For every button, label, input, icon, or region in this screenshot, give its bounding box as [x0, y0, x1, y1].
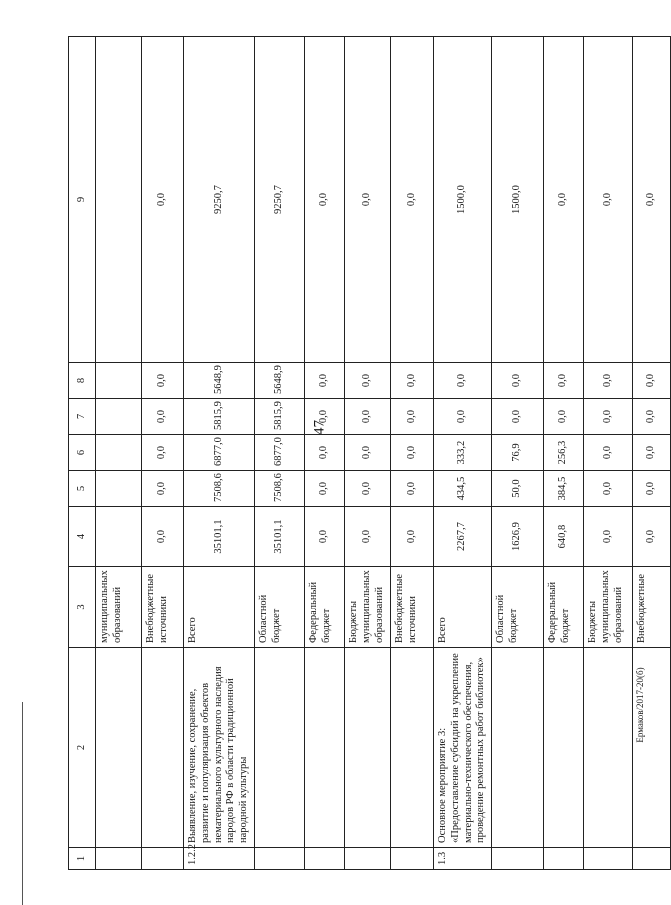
- row-value: 0,0: [584, 507, 633, 567]
- row-value: 0,0: [304, 399, 344, 435]
- row-value: 0,0: [633, 37, 671, 363]
- row-value: 0,0: [584, 37, 633, 363]
- row-value: 0,0: [390, 471, 433, 507]
- header-cell: 1: [69, 848, 96, 870]
- row-value: 0,0: [492, 363, 544, 399]
- row-value: 0,0: [142, 37, 184, 363]
- row-value: 1626,9: [492, 507, 544, 567]
- table-body: [69, 37, 671, 870]
- row-value: [96, 471, 142, 507]
- row-value: 0,0: [304, 471, 344, 507]
- row-value: 35101,1: [184, 507, 255, 567]
- row-name: [492, 648, 544, 848]
- table-row: [96, 37, 142, 870]
- row-value: [96, 399, 142, 435]
- row-name: [544, 648, 584, 848]
- row-value: 333,2: [433, 435, 491, 471]
- row-value: 1500,0: [433, 37, 491, 363]
- row-source: Внебюджетные: [633, 567, 671, 648]
- row-value: 0,0: [142, 363, 184, 399]
- row-value: 5648,9: [254, 363, 304, 399]
- row-name: Основное мероприятие 3: «Предоставление субсидий на укрепление материально-технического обеспечения, проведение ремонтных работ библиотек»: [433, 648, 491, 848]
- row-code: 1.2.2: [184, 848, 255, 870]
- row-code: [254, 848, 304, 870]
- row-value: 0,0: [433, 363, 491, 399]
- row-value: 0,0: [304, 37, 344, 363]
- row-value: 0,0: [344, 363, 390, 399]
- row-value: 0,0: [142, 435, 184, 471]
- row-value: 6877,0: [254, 435, 304, 471]
- row-code: [492, 848, 544, 870]
- row-value: 0,0: [390, 37, 433, 363]
- row-code: [142, 848, 184, 870]
- row-name: [390, 648, 433, 848]
- table-row: [492, 37, 544, 870]
- row-value: 7508,6: [184, 471, 255, 507]
- row-value: 0,0: [544, 363, 584, 399]
- row-source: Бюджеты муниципальных образований: [584, 567, 633, 648]
- row-code: [544, 848, 584, 870]
- row-value: 5815,9: [254, 399, 304, 435]
- row-value: 384,5: [544, 471, 584, 507]
- table-row: [544, 37, 584, 870]
- row-value: 6877,0: [184, 435, 255, 471]
- row-value: 434,5: [433, 471, 491, 507]
- row-value: 0,0: [344, 37, 390, 363]
- budget-table: [68, 36, 671, 870]
- header-cell: 2: [69, 648, 96, 848]
- side-stamp: Ермаков/2017-20(б): [635, 667, 645, 743]
- row-code: [96, 848, 142, 870]
- row-name: [584, 648, 633, 848]
- header-cell: 9: [69, 37, 96, 363]
- row-value: 0,0: [142, 471, 184, 507]
- row-value: 0,0: [633, 507, 671, 567]
- row-value: 0,0: [390, 363, 433, 399]
- row-value: 0,0: [492, 399, 544, 435]
- row-value: [96, 363, 142, 399]
- row-value: 50,0: [492, 471, 544, 507]
- row-value: 0,0: [633, 363, 671, 399]
- table-row: [142, 37, 184, 870]
- row-value: [96, 507, 142, 567]
- row-value: 0,0: [584, 399, 633, 435]
- table-row: [304, 37, 344, 870]
- row-value: 0,0: [344, 507, 390, 567]
- row-code: 1.3: [433, 848, 491, 870]
- row-value: 0,0: [344, 471, 390, 507]
- row-value: 76,9: [492, 435, 544, 471]
- row-source: Областной бюджет: [254, 567, 304, 648]
- row-name: [633, 648, 671, 848]
- row-value: [96, 435, 142, 471]
- table-row: [584, 37, 633, 870]
- table-row: [390, 37, 433, 870]
- row-code: [633, 848, 671, 870]
- row-value: 0,0: [142, 507, 184, 567]
- header-cell: 7: [69, 399, 96, 435]
- row-name: [304, 648, 344, 848]
- row-value: 1500,0: [492, 37, 544, 363]
- header-row: [69, 37, 96, 870]
- row-value: 0,0: [390, 435, 433, 471]
- row-value: 0,0: [390, 507, 433, 567]
- header-cell: 8: [69, 363, 96, 399]
- row-source: Внебюджетные источники: [142, 567, 184, 648]
- row-name: [96, 648, 142, 848]
- header-cell: 3: [69, 567, 96, 648]
- row-value: 256,3: [544, 435, 584, 471]
- row-value: 0,0: [584, 363, 633, 399]
- table-row: [254, 37, 304, 870]
- row-value: 0,0: [544, 399, 584, 435]
- row-value: 5648,9: [184, 363, 255, 399]
- row-value: 0,0: [584, 435, 633, 471]
- row-value: 0,0: [304, 507, 344, 567]
- row-source: муниципальных образований: [96, 567, 142, 648]
- row-value: 640,8: [544, 507, 584, 567]
- row-value: 0,0: [544, 37, 584, 363]
- table-row: [344, 37, 390, 870]
- row-value: 0,0: [344, 399, 390, 435]
- row-value: 9250,7: [184, 37, 255, 363]
- table-row: [633, 37, 671, 870]
- row-value: 0,0: [304, 363, 344, 399]
- row-value: 0,0: [633, 435, 671, 471]
- row-name: [254, 648, 304, 848]
- row-value: 0,0: [344, 435, 390, 471]
- row-source: Областной бюджет: [492, 567, 544, 648]
- row-code: [304, 848, 344, 870]
- row-source: Всего: [184, 567, 255, 648]
- row-value: 7508,6: [254, 471, 304, 507]
- row-source: Бюджеты муниципальных образований: [344, 567, 390, 648]
- row-value: 0,0: [584, 471, 633, 507]
- row-name: Выявление, изучение, сохранение, развитие и популяризация объектов нематериального культурного наследия народов РФ в области традиционной народной культуры: [184, 648, 255, 848]
- row-value: 35101,1: [254, 507, 304, 567]
- header-cell: 4: [69, 507, 96, 567]
- row-code: [584, 848, 633, 870]
- row-source: Всего: [433, 567, 491, 648]
- row-value: 0,0: [142, 399, 184, 435]
- row-source: Федеральный бюджет: [544, 567, 584, 648]
- row-code: [390, 848, 433, 870]
- row-value: 0,0: [390, 399, 433, 435]
- row-code: [344, 848, 390, 870]
- margin-line: [22, 702, 23, 905]
- row-name: [142, 648, 184, 848]
- row-value: 9250,7: [254, 37, 304, 363]
- header-cell: 6: [69, 435, 96, 471]
- row-value: 5815,9: [184, 399, 255, 435]
- table-row: [433, 37, 491, 870]
- row-value: 0,0: [433, 399, 491, 435]
- row-value: [96, 37, 142, 363]
- row-name: [344, 648, 390, 848]
- table-row: [184, 37, 255, 870]
- page-number: 47: [311, 420, 328, 435]
- row-source: Федеральный бюджет: [304, 567, 344, 648]
- header-cell: 5: [69, 471, 96, 507]
- row-value: 0,0: [633, 471, 671, 507]
- row-value: 2267,7: [433, 507, 491, 567]
- row-value: 0,0: [304, 435, 344, 471]
- row-source: Внебюджетные источники: [390, 567, 433, 648]
- row-value: 0,0: [633, 399, 671, 435]
